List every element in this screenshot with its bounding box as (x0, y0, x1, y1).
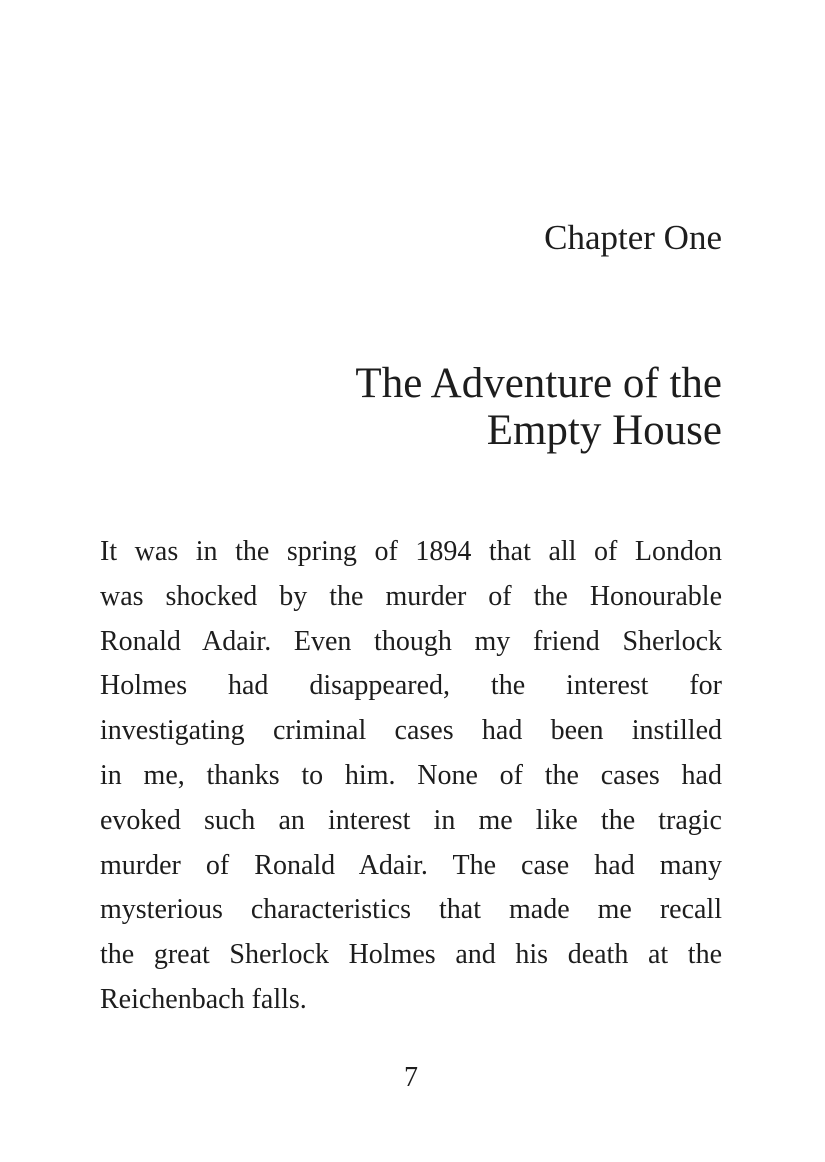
body-line: murder of Ronald Adair. The case had many (100, 849, 722, 881)
body-line: was shocked by the murder of the Honourable (100, 580, 722, 612)
chapter-title (100, 360, 722, 454)
chapter-title-line-1: The Adventure of the (355, 360, 722, 407)
chapter-title-line-2: Empty House (486, 407, 722, 454)
body-line: investigating criminal cases had been instilled (100, 715, 722, 747)
body-line: Holmes had disappeared, the interest for (100, 670, 722, 702)
body-line: Ronald Adair. Even though my friend Sherlock (100, 625, 722, 657)
body-paragraph (100, 530, 722, 1023)
body-line: the great Sherlock Holmes and his death at the (100, 939, 722, 971)
chapter-label: Chapter One (544, 218, 722, 257)
body-line: It was in the spring of 1894 that all of London (100, 536, 722, 567)
body-line: Reichenbach falls. (100, 983, 307, 1015)
page-number: 7 (404, 1062, 418, 1093)
body-line: in me, thanks to him. None of the cases had (100, 759, 722, 791)
body-line: mysterious characteristics that made me recall (100, 894, 722, 926)
body-line: evoked such an interest in me like the tragic (100, 804, 722, 836)
